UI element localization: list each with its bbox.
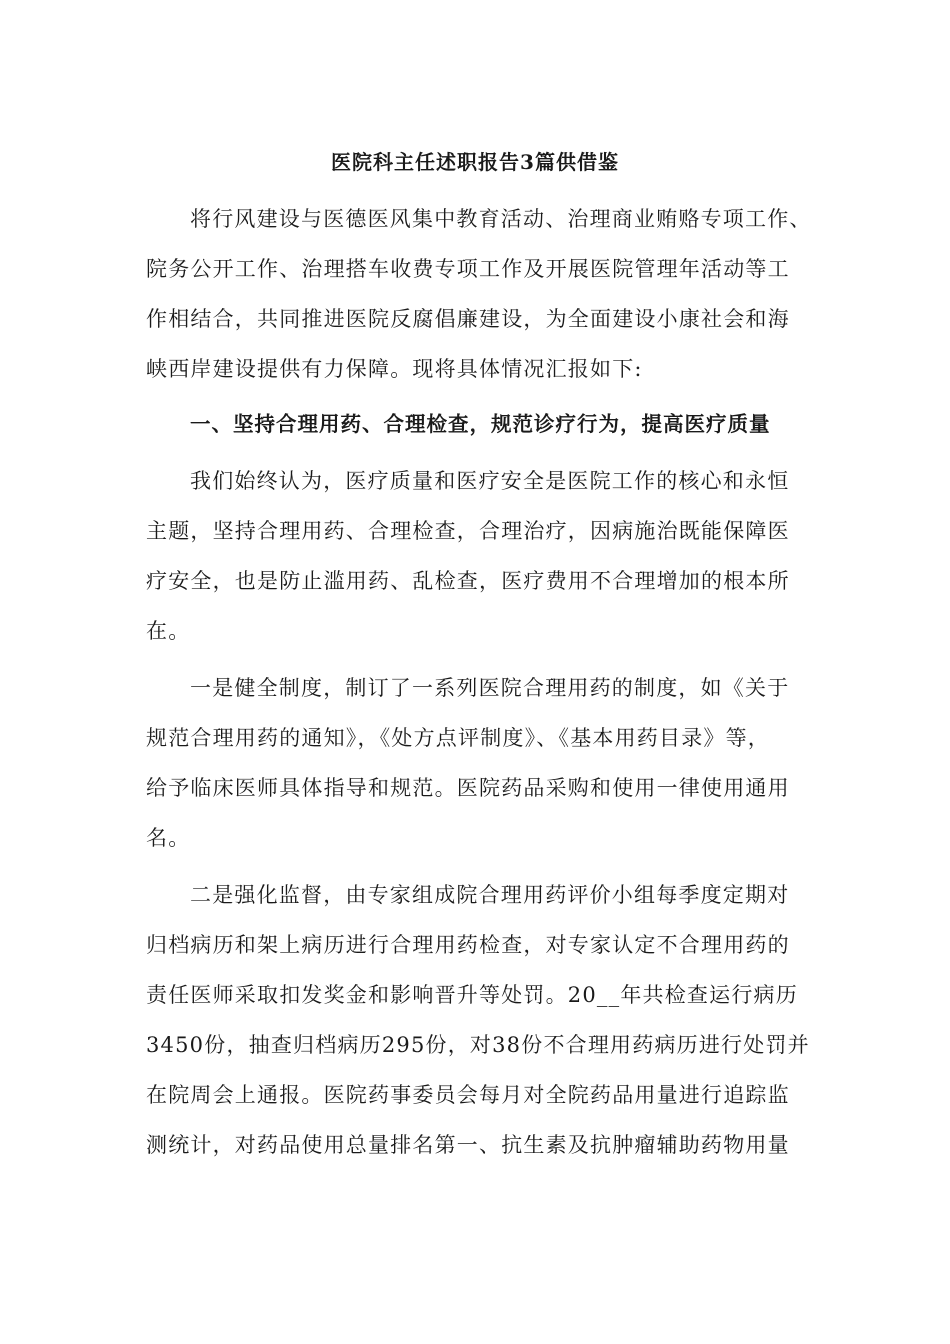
paragraph-3-line-4: 名。 bbox=[146, 826, 191, 850]
paragraph-4-line-6: 测统计，对药品使用总量排名第一、抗生素及抗肿瘤辅助药物用量 bbox=[146, 1133, 790, 1157]
paragraph-2-line-4: 在。 bbox=[146, 619, 191, 643]
paragraph-4-line-5: 在院周会上通报。医院药事委员会每月对全院药品用量进行追踪监 bbox=[146, 1083, 790, 1107]
paragraph-2-line-1: 我们始终认为，医疗质量和医疗安全是医院工作的核心和永恒 bbox=[190, 469, 790, 493]
paragraph-3-line-1: 一是健全制度，制订了一系列医院合理用药的制度，如《关于 bbox=[190, 676, 790, 700]
paragraph-4-line-2: 归档病历和架上病历进行合理用药检查，对专家认定不合理用药的 bbox=[146, 933, 790, 957]
paragraph-2-line-3: 疗安全，也是防止滥用药、乱检查，医疗费用不合理增加的根本所 bbox=[146, 569, 790, 593]
paragraph-1-line-4: 峡西岸建设提供有力保障。现将具体情况汇报如下: bbox=[146, 357, 643, 381]
paragraph-1-line-1: 将行风建设与医德医风集中教育活动、治理商业贿赂专项工作、 bbox=[190, 207, 812, 231]
paragraph-3-line-3: 给予临床医师具体指导和规范。医院药品采购和使用一律使用通用 bbox=[146, 776, 790, 800]
paragraph-4-line-1: 二是强化监督，由专家组成院合理用药评价小组每季度定期对 bbox=[190, 883, 790, 907]
paragraph-1-line-3: 作相结合，共同推进医院反腐倡廉建设，为全面建设小康社会和海 bbox=[146, 307, 790, 331]
section-heading-1: 一、坚持合理用药、合理检查，规范诊疗行为，提高医疗质量 bbox=[190, 412, 771, 436]
paragraph-4-line-3: 责任医师采取扣发奖金和影响晋升等处罚。20__年共检查运行病历 bbox=[146, 983, 798, 1007]
paragraph-1-line-2: 院务公开工作、治理搭车收费专项工作及开展医院管理年活动等工 bbox=[146, 257, 790, 281]
paragraph-2-line-2: 主题，坚持合理用药、合理检查，合理治疗，因病施治既能保障医 bbox=[146, 519, 790, 543]
paragraph-3-line-2: 规范合理用药的通知》，《处方点评制度》、《基本用药目录》等， bbox=[146, 726, 770, 750]
document-title: 医院科主任述职报告3篇供借鉴 bbox=[331, 150, 619, 174]
paragraph-4-line-4: 3450份，抽查归档病历295份，对38份不合理用药病历进行处罚并 bbox=[146, 1033, 810, 1057]
